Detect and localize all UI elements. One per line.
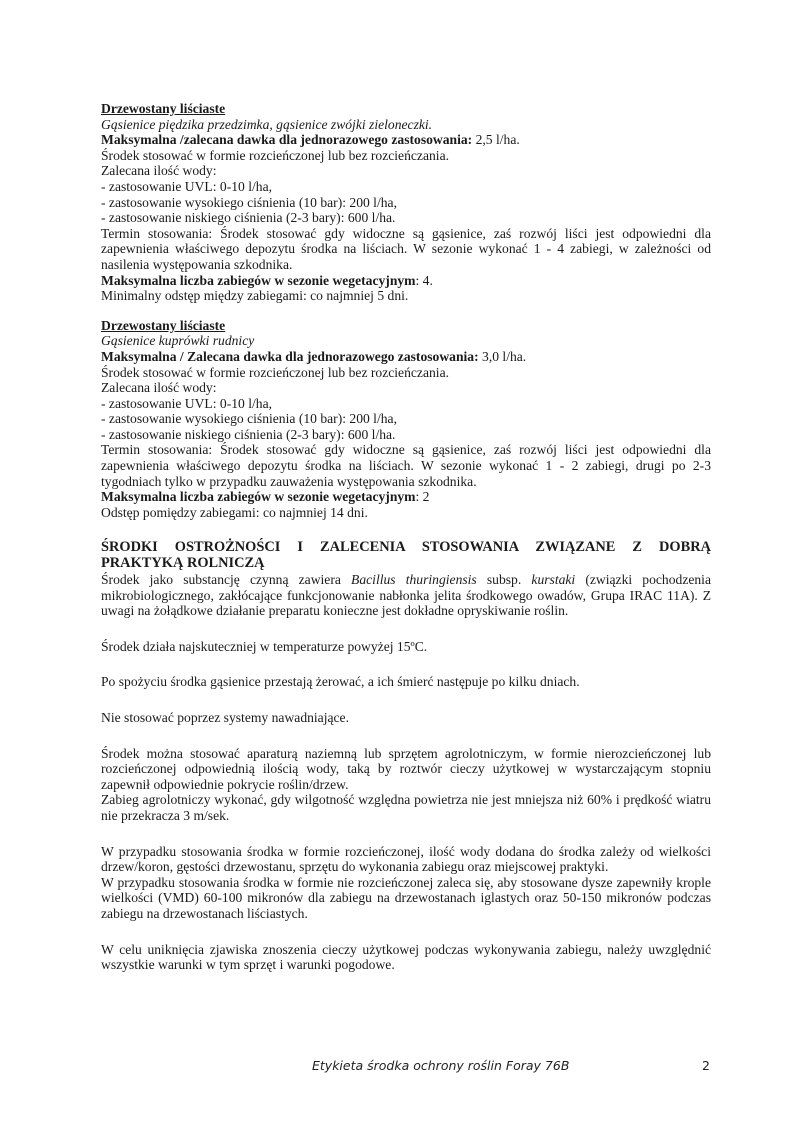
timing-paragraph: Termin stosowania: Środek stosować gdy widoczne są gąsienice, zaś rozwój liści jest odpowiedni dla zapewnienia właściwego depozytu środka na liściach. W sezonie wykonać 1 - 2 zabiegi, drugi po 2-3 tygodniach tylko w przypadku zauważenia występowania szkodnika. — [101, 442, 711, 489]
max-treatments-value: : 2 — [415, 489, 430, 505]
water-high-pressure: - zastosowanie wysokiego ciśnienia (10 bar): 200 l/ha, — [101, 194, 397, 210]
interval-line: Odstęp pomiędzy zabiegami: co najmniej 14 dni. — [101, 504, 368, 520]
text-span: (związki pochodzenia mikrobiologicznego, zakłócające funkcjonowanie nabłonka jelita środkowego owadów, Grupa IRAC 11A). Z uwagi na żołądkowe działanie preparatu konieczne jest dokładne opryskiwanie roślin. — [101, 572, 711, 619]
crop-section-1 — [101, 101, 711, 304]
pest-list: Gąsienice kuprówki rudnicy — [101, 333, 255, 349]
dose-value: 3,0 l/ha. — [478, 348, 527, 364]
dose-line — [101, 132, 711, 148]
water-low-pressure: - zastosowanie niskiego ciśnienia (2-3 bary): 600 l/ha. — [101, 426, 396, 442]
precautions-section — [101, 540, 711, 972]
page-content — [101, 101, 711, 973]
water-label: Zalecana ilość wody: — [101, 163, 217, 179]
max-treatments-line — [101, 273, 711, 289]
max-treatments-label: Maksymalna liczba zabiegów w sezonie wegetacyjnym — [101, 272, 416, 288]
crop-section-2 — [101, 318, 711, 521]
max-treatments-line — [101, 489, 711, 505]
irrigation-paragraph: Nie stosować poprzez systemy nawadniające. — [101, 710, 349, 725]
page-number: 2 — [702, 1058, 710, 1073]
timing-paragraph: Termin stosowania: Środek stosować gdy widoczne są gąsienice, zaś rozwój liści jest odpowiedni dla zapewnienia właściwego depozytu środka na liściach. W sezonie wykonać 1 - 4 zabiegi, w zależności od nasilenia występowania szkodnika. — [101, 225, 711, 272]
text-span: Środek jako substancję czynną zawiera — [101, 572, 352, 588]
footer-title: Etykieta środka ochrony roślin Foray 76B — [312, 1058, 570, 1073]
form-line: Środek stosować w formie rozcieńczonej lub bez rozcieńczania. — [101, 147, 449, 163]
dose-label: Maksymalna /zalecana dawka dla jednorazowego zastosowania: — [101, 132, 473, 148]
species-name: Bacillus thuringiensis — [351, 572, 477, 588]
nozzle-paragraph: W przypadku stosowania środka w formie nie rozcieńczonej zaleca się, aby stosowane dysze zapewniły krople wielkości (VMD) 60-100 mikronów dla zabiegu na drzewostanach iglastych oraz 50-150 mikronów podczas zabiegu na drzewostanach liściastych. — [101, 874, 711, 921]
water-uvl: - zastosowanie UVL: 0-10 l/ha, — [101, 178, 273, 194]
dose-label: Maksymalna / Zalecana dawka dla jednorazowego zastosowania: — [101, 348, 479, 364]
subspecies-name: kurstaki — [531, 572, 576, 588]
crop-heading: Drzewostany liściaste — [101, 317, 226, 333]
text-span: subsp. — [476, 572, 532, 588]
water-high-pressure: - zastosowanie wysokiego ciśnienia (10 bar): 200 l/ha, — [101, 411, 397, 427]
section-title-line-2: PRAKTYKĄ ROLNICZĄ — [101, 555, 265, 572]
interval-line: Minimalny odstęp między zabiegami: co najmniej 5 dni. — [101, 288, 409, 304]
active-substance-paragraph — [101, 572, 711, 619]
form-line: Środek stosować w formie rozcieńczonej lub bez rozcieńczania. — [101, 364, 449, 380]
feeding-paragraph: Po spożyciu środka gąsienice przestają żerować, a ich śmierć następuje po kilku dniach. — [101, 674, 580, 690]
max-treatments-label: Maksymalna liczba zabiegów w sezonie wegetacyjnym — [101, 489, 416, 505]
temperature-paragraph: Środek działa najskuteczniej w temperaturze powyżej 15ºC. — [101, 638, 428, 654]
section-title-line-1: ŚRODKI OSTROŻNOŚCI I ZALECENIA STOSOWANIA ZWIĄZANE Z DOBRĄ — [101, 539, 711, 556]
crop-heading: Drzewostany liściaste — [101, 101, 226, 116]
water-uvl: - zastosowanie UVL: 0-10 l/ha, — [101, 395, 273, 411]
water-low-pressure: - zastosowanie niskiego ciśnienia (2-3 bary): 600 l/ha. — [101, 210, 396, 226]
max-treatments-value: : 4. — [415, 272, 433, 288]
dose-line — [101, 349, 711, 365]
water-label: Zalecana ilość wody: — [101, 380, 217, 396]
dilution-paragraph: W przypadku stosowania środka w formie rozcieńczonej, ilość wody dodana do środka zależy od wielkości drzew/koron, gęstości drzewostanu, sprzętu do wykonania zabiegu oraz miejscowej praktyki. — [101, 843, 711, 875]
application-paragraph: Środek można stosować aparaturą naziemną lub sprzętem agrolotniczym, w formie nierozcieńczonej lub rozcieńczonej odpowiednią ilością wody, taką by roztwór cieczy użytkowej w wystarczającym stopniu zapewnił odpowiednie pokrycie roślin/drzew. — [101, 745, 711, 792]
pest-list: Gąsienice piędzika przedzimka, gąsienice zwójki zieloneczki. — [101, 116, 433, 132]
dose-value: 2,5 l/ha. — [472, 132, 520, 148]
drift-paragraph: W celu uniknięcia zjawiska znoszenia cieczy użytkowej podczas wykonywania zabiegu, należy uwzględnić wszystkie warunki w tym sprzęt i warunki pogodowe. — [101, 941, 711, 973]
aerial-paragraph: Zabieg agrolotniczy wykonać, gdy wilgotność względna powietrza nie jest mniejsza niż 60% i prędkość wiatru nie przekracza 3 m/sek. — [101, 792, 711, 823]
